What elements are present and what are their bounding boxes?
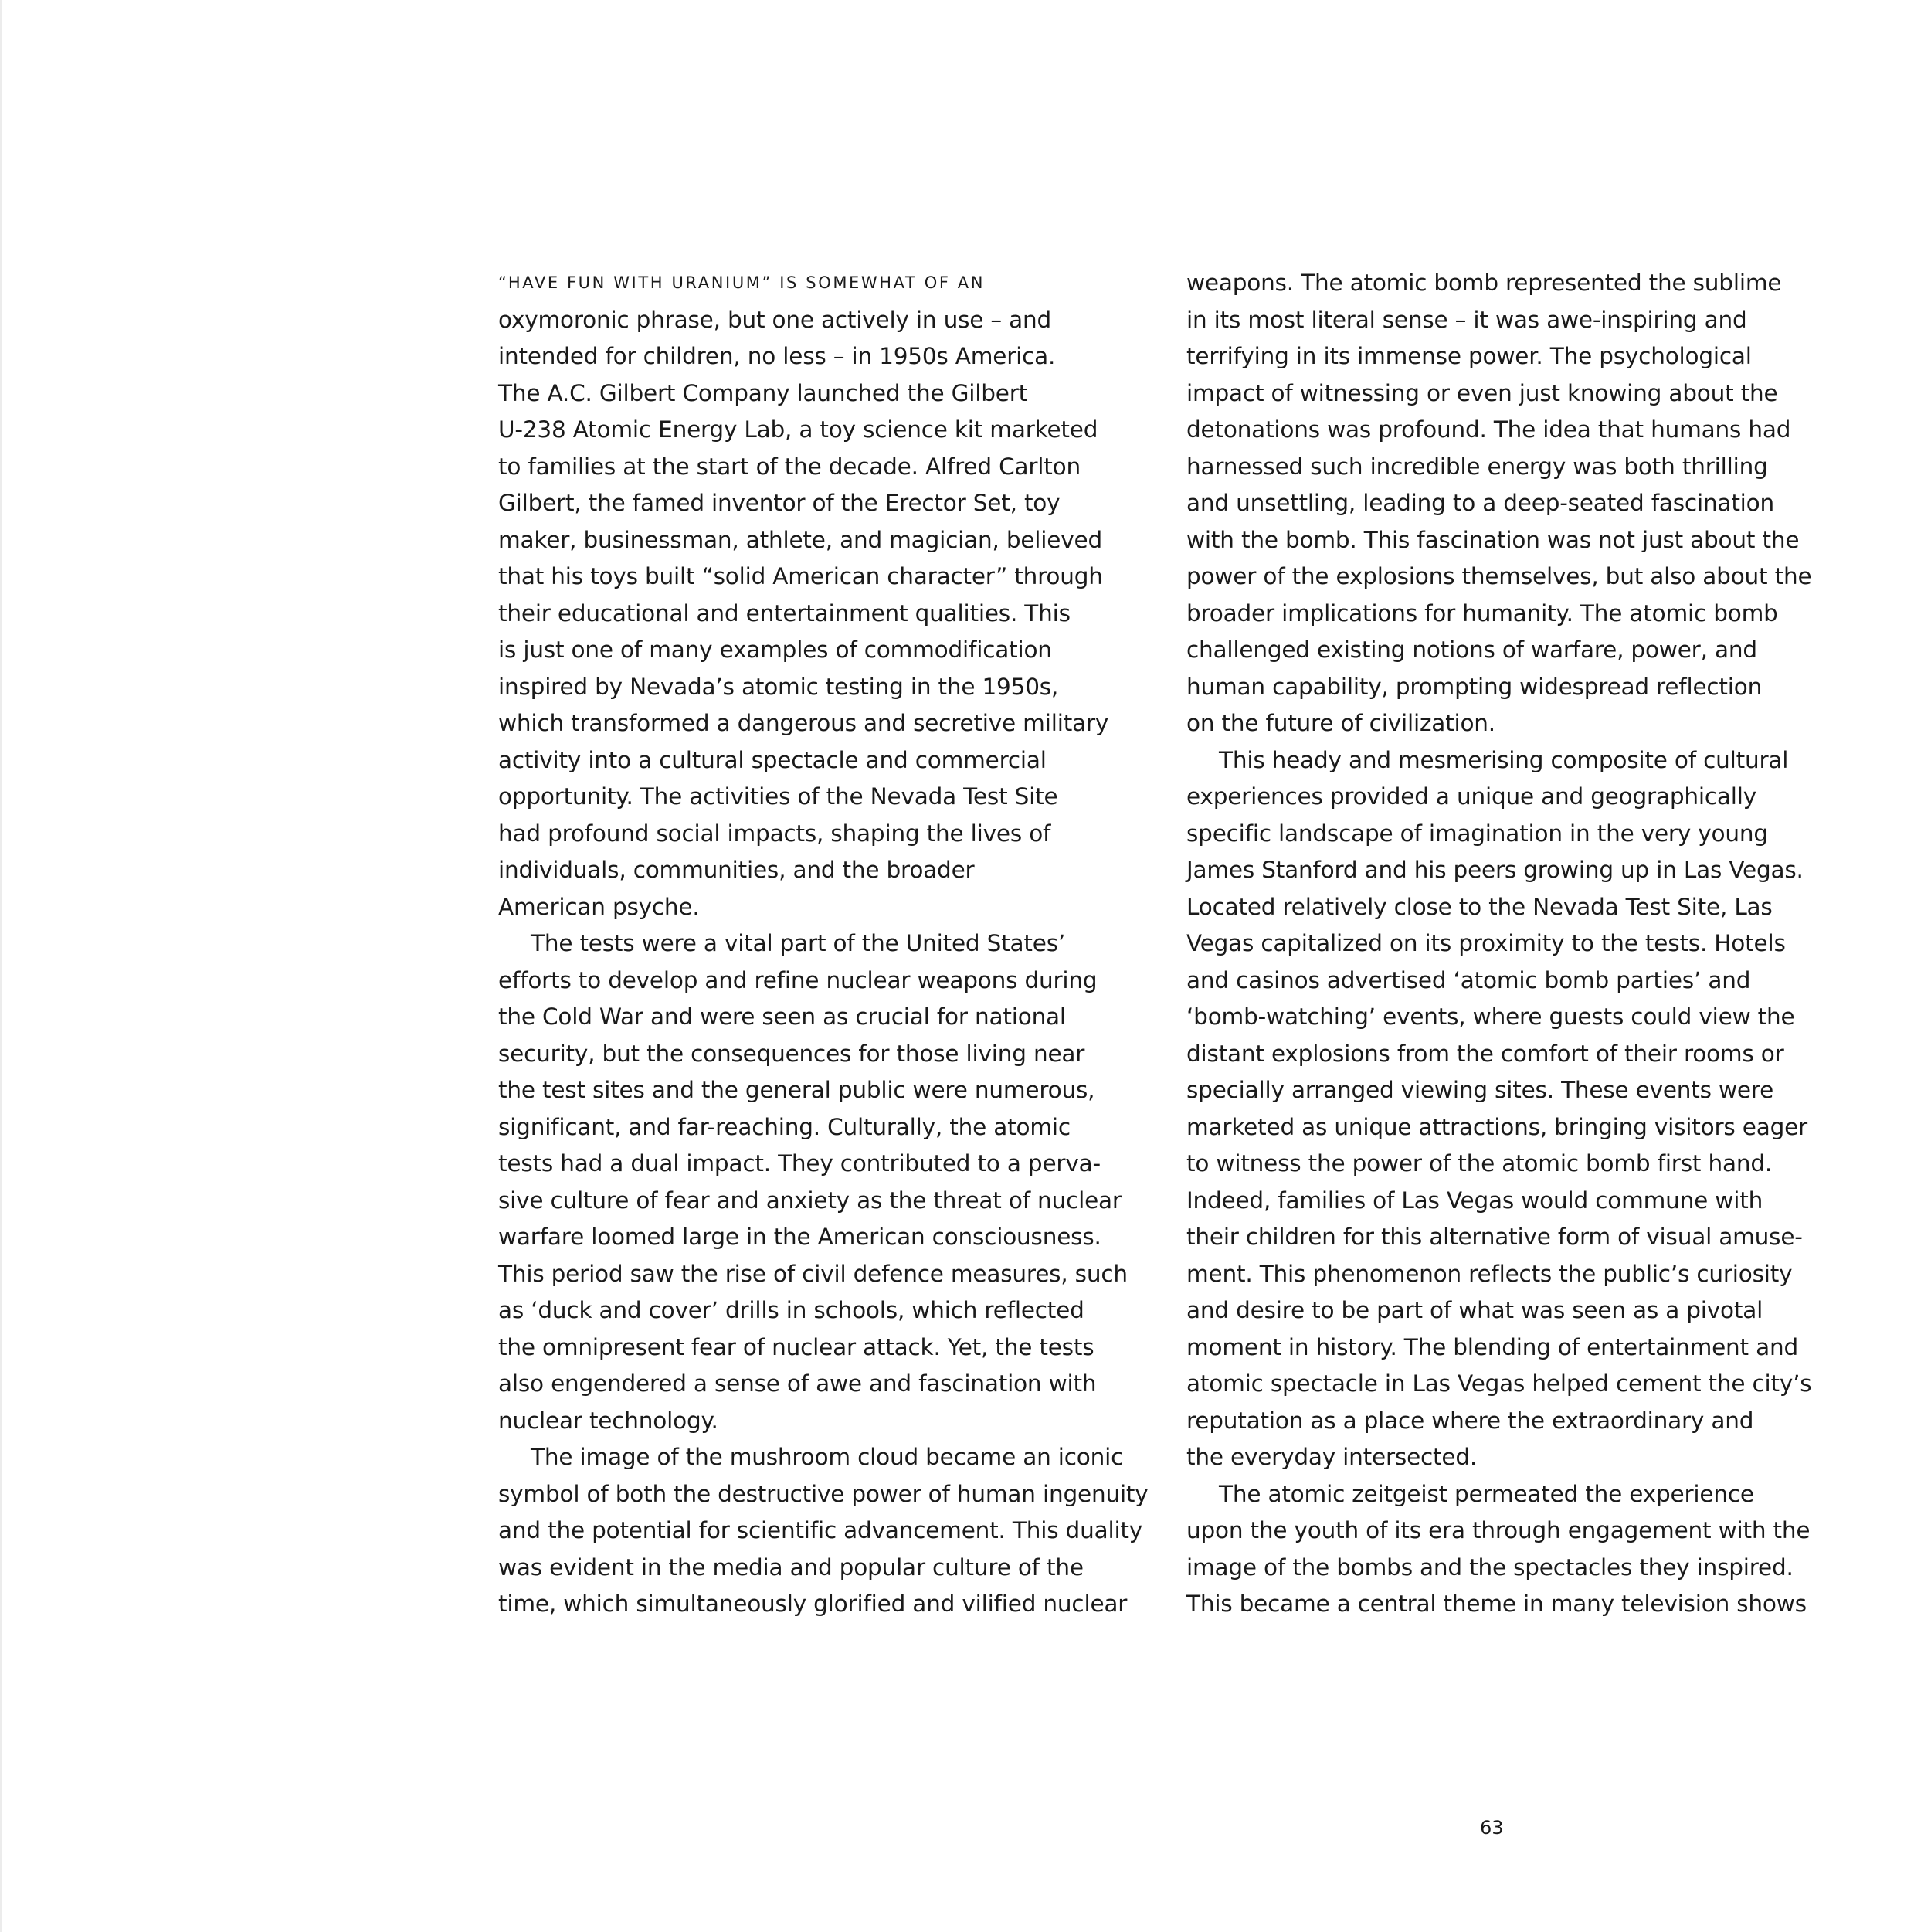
text-line: also engendered a sense of awe and fascination with [498, 1370, 1097, 1397]
text-line: distant explosions from the comfort of their rooms or [1186, 1040, 1784, 1067]
text-line: is just one of many examples of commodification [498, 637, 1052, 663]
text-line: U-238 Atomic Energy Lab, a toy science kit marketed [498, 416, 1098, 443]
text-line: The image of the mushroom cloud became an iconic [531, 1444, 1124, 1470]
text-line: detonations was profound. The idea that humans had [1186, 416, 1791, 443]
text-line: in its most literal sense – it was awe-inspiring and [1186, 306, 1747, 333]
text-line: This period saw the rise of civil defence measures, such [498, 1260, 1128, 1287]
text-line: individuals, communities, and the broader [498, 857, 975, 883]
text-line: The tests were a vital part of the United States’ [531, 930, 1066, 956]
text-line: and desire to be part of what was seen as a pivotal [1186, 1297, 1763, 1323]
text-line: terrifying in its immense power. The psychological [1186, 343, 1752, 369]
text-line: power of the explosions themselves, but also about the [1186, 563, 1812, 589]
text-line: that his toys built “solid American character” through [498, 563, 1103, 589]
text-line: on the future of civilization. [1186, 710, 1495, 736]
text-line: challenged existing notions of warfare, power, and [1186, 637, 1757, 663]
text-line: Gilbert, the famed inventor of the Erector Set, toy [498, 490, 1061, 516]
text-line: the everyday intersected. [1186, 1444, 1478, 1470]
text-line: warfare loomed large in the American consciousness. [498, 1224, 1101, 1250]
page-number: 63 [1480, 1817, 1504, 1839]
text-line: and unsettling, leading to a deep-seated fascination [1186, 490, 1775, 516]
text-line: image of the bombs and the spectacles they inspired. [1186, 1553, 1794, 1581]
left-text-column [498, 265, 1147, 1623]
text-line: as ‘duck and cover’ drills in schools, which reflected [498, 1297, 1084, 1323]
text-line: security, but the consequences for those living near [498, 1040, 1085, 1067]
text-line: marketed as unique attractions, bringing visitors eager [1186, 1113, 1807, 1140]
text-line: activity into a cultural spectacle and commercial [498, 746, 1047, 773]
text-line: to families at the start of the decade. Alfred Carlton [498, 453, 1081, 480]
text-line: time, which simultaneously glorified and vilified nuclear [498, 1591, 1128, 1617]
text-line: inspired by Nevada’s atomic testing in the 1950s, [498, 673, 1059, 700]
text-line: Indeed, families of Las Vegas would commune with [1186, 1187, 1763, 1214]
text-line: opportunity. The activities of the Nevada Test Site [498, 783, 1058, 810]
text-line: Vegas capitalized on its proximity to the tests. Hotels [1186, 930, 1786, 956]
text-line: efforts to develop and refine nuclear weapons during [498, 966, 1098, 993]
text-line: symbol of both the destructive power of human ingenuity [498, 1480, 1149, 1507]
text-line: the test sites and the general public were numerous, [498, 1077, 1095, 1103]
text-line: tests had a dual impact. They contributed to a perva- [498, 1150, 1101, 1177]
text-line: broader implications for humanity. The atomic bomb [1186, 599, 1778, 626]
text-line: ‘bomb-watching’ events, where guests could view the [1186, 1003, 1795, 1030]
text-line: This became a central theme in many television shows [1186, 1591, 1807, 1617]
text-line: “HAVE FUN WITH URANIUM” IS SOMEWHAT OF AN [498, 273, 986, 292]
text-line: which transformed a dangerous and secretive military [498, 710, 1109, 736]
text-line: with the bomb. This fascination was not just about the [1186, 526, 1800, 553]
text-line: atomic spectacle in Las Vegas helped cement the city’s [1186, 1370, 1812, 1397]
text-line: American psyche. [498, 893, 700, 920]
right-text-column [1186, 265, 1835, 1623]
text-line: significant, and far-reaching. Culturally, the atomic [498, 1113, 1071, 1140]
text-line: James Stanford and his peers growing up in Las Vegas. [1186, 857, 1804, 883]
text-line: harnessed such incredible energy was both thrilling [1186, 453, 1768, 480]
text-line: specially arranged viewing sites. These events were [1186, 1077, 1774, 1103]
text-line: The atomic zeitgeist permeated the experience [1219, 1480, 1754, 1507]
text-line: nuclear technology. [498, 1407, 718, 1434]
text-line: oxymoronic phrase, but one actively in use – and [498, 306, 1051, 333]
text-line: moment in history. The blending of entertainment and [1186, 1333, 1798, 1360]
text-line: maker, businessman, athlete, and magician, believed [498, 526, 1102, 553]
text-line: ment. This phenomenon reflects the public’s curiosity [1186, 1260, 1793, 1287]
text-line: This heady and mesmerising composite of cultural [1219, 746, 1789, 773]
text-line: to witness the power of the atomic bomb first hand. [1186, 1150, 1773, 1177]
text-line: human capability, prompting widespread reflection [1186, 673, 1763, 700]
text-line: The A.C. Gilbert Company launched the Gilbert [498, 379, 1027, 406]
text-line: had profound social impacts, shaping the lives of [498, 820, 1051, 847]
text-line: the omnipresent fear of nuclear attack. Yet, the tests [498, 1333, 1094, 1360]
text-line: and the potential for scientific advancement. This duality [498, 1517, 1143, 1543]
text-line: Located relatively close to the Nevada Test Site, Las [1186, 893, 1773, 920]
text-line: reputation as a place where the extraordinary and [1186, 1407, 1754, 1434]
text-line: upon the youth of its era through engagement with the [1186, 1517, 1811, 1543]
text-line: impact of witnessing or even just knowing about the [1186, 379, 1778, 406]
text-line: sive culture of fear and anxiety as the threat of nuclear [498, 1187, 1122, 1214]
text-line: the Cold War and were seen as crucial for national [498, 1003, 1066, 1030]
text-line: their children for this alternative form of visual amuse- [1186, 1224, 1803, 1250]
text-line: experiences provided a unique and geographically [1186, 783, 1757, 810]
text-line: specific landscape of imagination in the very young [1186, 820, 1768, 847]
text-line: intended for children, no less – in 1950s America. [498, 343, 1056, 369]
text-line: weapons. The atomic bomb represented the sublime [1186, 270, 1782, 296]
text-line: their educational and entertainment qualities. This [498, 599, 1071, 626]
text-line: was evident in the media and popular culture of the [498, 1553, 1084, 1581]
text-line: and casinos advertised ‘atomic bomb parties’ and [1186, 966, 1751, 993]
